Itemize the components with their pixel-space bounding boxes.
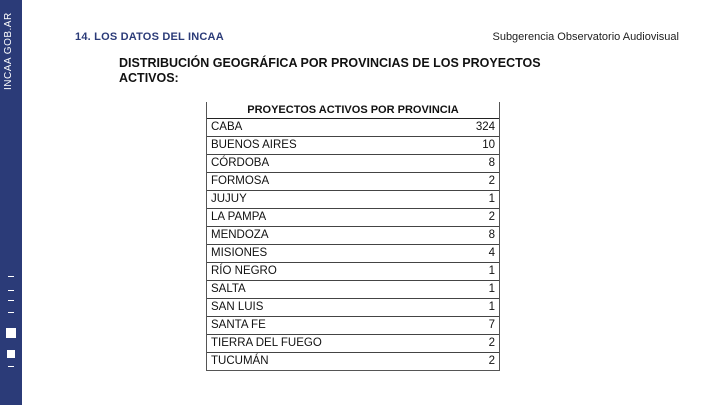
- page-title: DISTRIBUCIÓN GEOGRÁFICA POR PROVINCIAS DE LOS PROYECTOS ACTIVOS:: [119, 56, 541, 85]
- project-count: 10: [482, 139, 495, 151]
- province-name: CABA: [211, 121, 243, 133]
- table-row: [207, 173, 499, 191]
- province-name: JUJUY: [211, 193, 247, 205]
- province-name: CÓRDOBA: [211, 157, 270, 169]
- province-name: BUENOS AIRES: [211, 139, 297, 151]
- project-count: 4: [488, 247, 495, 259]
- sidebar-dash: [8, 290, 14, 291]
- sidebar-square: [7, 350, 15, 358]
- province-name: MENDOZA: [211, 229, 269, 241]
- project-count: 1: [488, 265, 495, 277]
- table-row: [207, 209, 499, 227]
- table-row: [207, 119, 499, 137]
- province-name: TUCUMÁN: [211, 355, 269, 367]
- project-count: 1: [488, 193, 495, 205]
- sidebar-dash: [8, 276, 14, 277]
- project-count: 2: [488, 355, 495, 367]
- section-heading: 14. LOS DATOS DEL INCAA: [75, 31, 224, 43]
- table-body: [207, 119, 499, 370]
- sidebar-square: [6, 328, 16, 338]
- sidebar-dash: [8, 300, 14, 301]
- sidebar-dash: [8, 312, 14, 313]
- sidebar-dash: [8, 366, 14, 367]
- table-row: [207, 353, 499, 370]
- project-count: 8: [488, 157, 495, 169]
- province-name: SALTA: [211, 283, 246, 295]
- province-name: TIERRA DEL FUEGO: [211, 337, 322, 349]
- project-count: 2: [488, 337, 495, 349]
- table-row: [207, 335, 499, 353]
- province-name: LA PAMPA: [211, 211, 267, 223]
- province-name: SAN LUIS: [211, 301, 264, 313]
- table-header: PROYECTOS ACTIVOS POR PROVINCIA: [207, 102, 499, 119]
- provinces-table: [206, 102, 500, 371]
- table-row: [207, 281, 499, 299]
- project-count: 1: [488, 283, 495, 295]
- table-row: [207, 137, 499, 155]
- project-count: 324: [475, 121, 495, 133]
- project-count: 1: [488, 301, 495, 313]
- table-row: [207, 155, 499, 173]
- project-count: 2: [488, 211, 495, 223]
- province-name: RÍO NEGRO: [211, 265, 277, 277]
- province-name: FORMOSA: [211, 175, 270, 187]
- table-row: [207, 227, 499, 245]
- province-name: SANTA FE: [211, 319, 266, 331]
- project-count: 7: [488, 319, 495, 331]
- table-row: [207, 263, 499, 281]
- sidebar: [0, 0, 22, 405]
- table-row: [207, 317, 499, 335]
- table-row: [207, 245, 499, 263]
- table-row: [207, 299, 499, 317]
- brand-text: INCAA GOB.AR: [3, 12, 14, 90]
- project-count: 2: [488, 175, 495, 187]
- table-row: [207, 191, 499, 209]
- project-count: 8: [488, 229, 495, 241]
- province-name: MISIONES: [211, 247, 268, 259]
- subgerencia-label: Subgerencia Observatorio Audiovisual: [492, 31, 679, 43]
